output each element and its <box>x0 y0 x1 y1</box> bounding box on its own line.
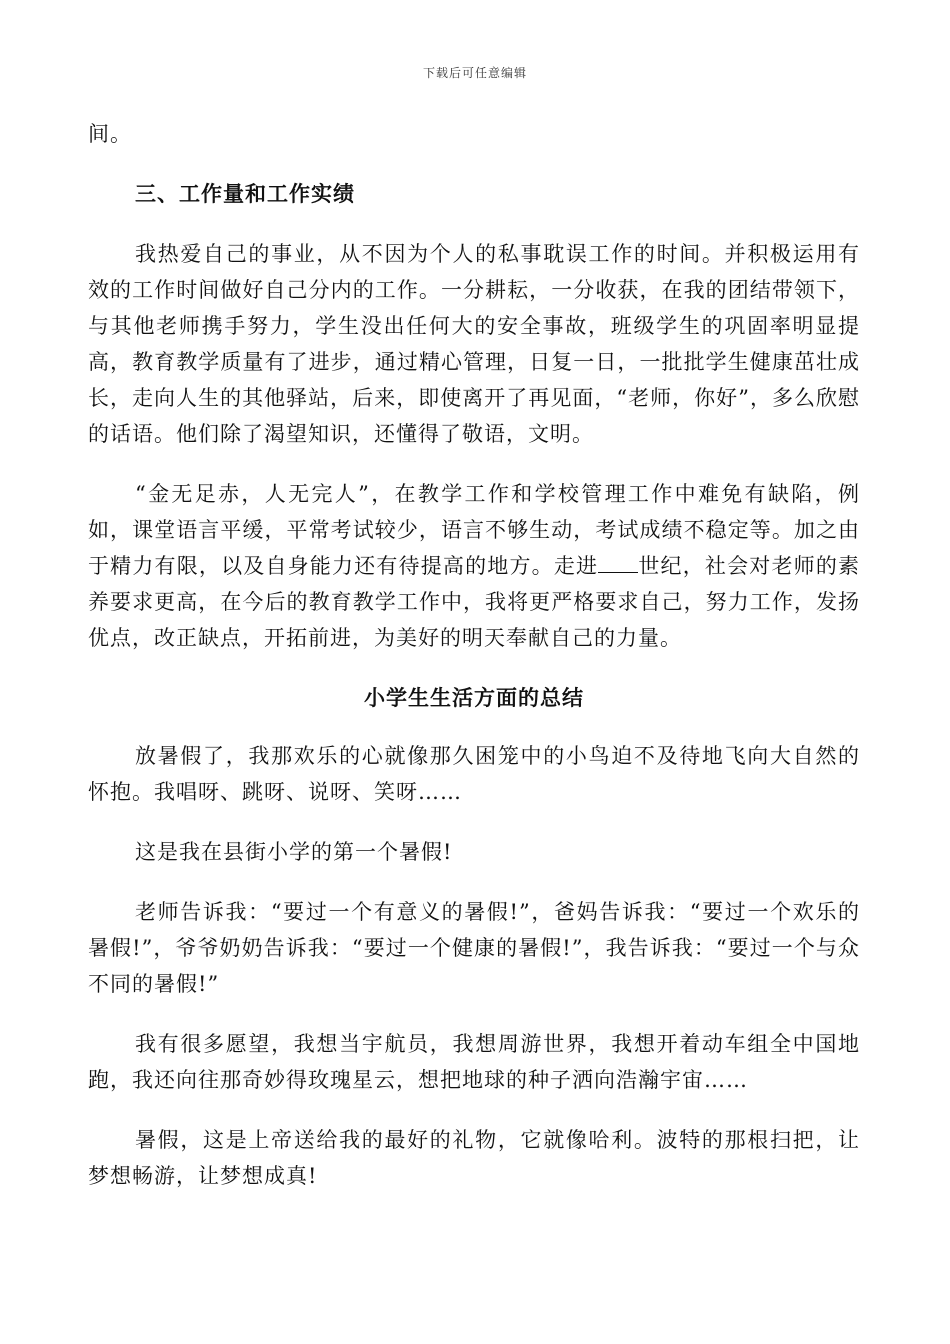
page-header: 下载后可任意编辑 <box>422 66 527 80</box>
article-title: 小学生生活方面的总结 <box>364 685 584 710</box>
paragraph-first-summer: 这是我在县街小学的第一个暑假! <box>135 840 453 864</box>
paragraph-wishes: 我有很多愿望，我想当宇航员，我想周游世界，我想开着动车组全中国地跑，我还向往那奇妙得玫瑰星云，想把地球的种子洒向浩瀚宇宙…… <box>88 1032 860 1092</box>
blank-underline <box>598 554 638 573</box>
paragraph-gift: 暑假，这是上帝送给我的最好的礼物，它就像哈利。波特的那根扫把，让梦想畅游，让梦想成真! <box>88 1128 860 1188</box>
paragraph-work-achievements: 我热爱自己的事业，从不因为个人的私事耽误工作的时间。并积极运用有效的工作时间做好自己分内的工作。一分耕耘，一分收获，在我的团结带领下，与其他老师携手努力，学生没出任何大的安全事故，班级学生的巩固率明显提高，教育教学质量有了进步，通过精心管理，日复一日，一批批学生健康茁壮成长，走向人生的其他驿站，后来，即使离开了再见面，“老师，你好”，多么欣慰的话语。他们除了渴望知识，还懂得了敬语，文明。 <box>88 242 860 446</box>
paragraph-summer-start: 放暑假了，我那欢乐的心就像那久困笼中的小鸟迫不及待地飞向大自然的怀抱。我唱呀、跳呀、说呀、笑呀…… <box>88 744 860 804</box>
paragraph-shortcomings <box>88 476 860 656</box>
paragraph-continuation: 间。 <box>88 122 132 146</box>
section-heading-workload: 三、工作量和工作实绩 <box>135 181 355 206</box>
paragraph-advice: 老师告诉我：“要过一个有意义的暑假!”，爸妈告诉我：“要过一个欢乐的暑假!”，爷爷奶奶告诉我：“要过一个健康的暑假!”，我告诉我：“要过一个与众不同的暑假!” <box>88 900 860 996</box>
document-body <box>88 116 860 1218</box>
paragraph-shortcomings-part1: “金无足赤，人无完人”，在教学工作和学校管理工作中难免有缺陷，例如，课堂语言平缓，平常考试较少，语言不够生动，考试成绩不稳定等。加之由于精力有限，以及自身能力还有待提高的地方。走进 <box>88 482 860 578</box>
paragraph-shortcomings-part2: 世纪，社会对老师的素养要求更高，在今后的教育教学工作中，我将更严格要求自己，努力工作，发扬优点，改正缺点，开拓前进，为美好的明天奉献自己的力量。 <box>88 554 861 650</box>
